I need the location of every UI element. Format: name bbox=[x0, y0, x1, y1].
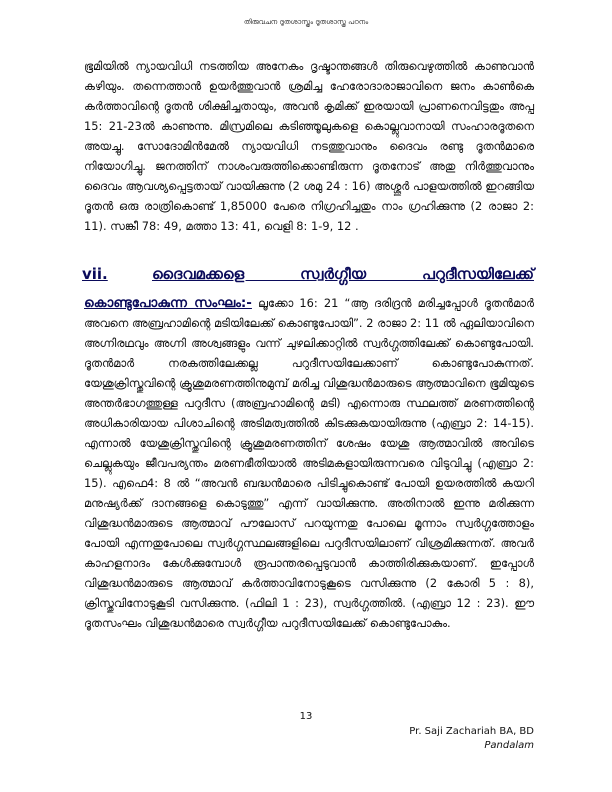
page-number: 13 bbox=[299, 711, 313, 722]
author-name: Pr. Saji Zachariah BA, BD bbox=[409, 726, 534, 737]
running-header: തിരുവചന ദൂതശാസ്ത്രം ദൂതശാസ്ത്ര പഠനം bbox=[243, 18, 369, 26]
paragraph-paradise-body: ലൂക്കോ 16: 21 “ആ ദരിദ്രൻ മരിച്ചപ്പോൾ ദൂതൻമാർ അവനെ അബ്രഹാമിന്റെ മടിയിലേക്ക് കൊണ്ടുപോയി”. 2 രാജാ 2: 11 ൽ ഏലിയാവിനെ അഗ്നിരഥവും അഗ്നി അശ്വങ്ങളും വന്ന് ചുഴലിക്കാറ്റിൽ സ്വർഗ്ഗത്തിലേക്ക് കൊണ്ടുപോയി. ദൂതൻമാർ നരകത്തിലേക്കല്ല പറുദീസയിലേക്കാണ് കൊണ്ടുപോകുന്നത്. യേശുക്രിസ്തുവിന്റെ ക്രൂശുമരണത്തിനുമുമ്പ് മരിച്ച വിശുദ്ധൻമാരുടെ ആത്മാവിനെ ഭൂമിയുടെ അന്തർഭാഗത്തുള്ള പറുദീസ (അബ്രഹാമിന്റെ മടി) എന്നൊരു സ്ഥലത്ത് മരണത്തിന്റെ അധികാരിയായ പിശാചിന്റെ അടിമത്വത്തിൽ കിടക്കുകയായിരുന്നു (എബ്രാ 2: 14-15). എന്നാൽ യേശുക്രിസ്തുവിന്റെ ക്രൂശുമരണത്തിന് ശേഷം യേശു ആത്മാവിൽ അവിടെ ചെല്ലുകയും ജീവപര്യന്തം മരണഭീതിയാൽ അടിമകളായിരുന്നവരെ വിടുവിച്ചു (എബ്രാ 2: 15). എഫെ4: 8 ൽ “അവൻ ബദ്ധൻമാരെ പിടിച്ചുകൊണ്ട് പോയി ഉയരത്തിൽ കയറി മനുഷ്യർക്ക് ദാനങ്ങളെ കൊടുത്തു” എന്ന് വായിക്കുന്നു. അതിനാൽ ഇന്നു മരിക്കുന്ന വിശുദ്ധൻമാരുടെ ആത്മാവ് പൗലോസ് പറയുന്നതു പോലെ മൂന്നാം സ്വർഗ്ഗത്തോളം പോയി എന്നതുപോലെ സ്വർഗ്ഗസ്ഥലങ്ങളിലെ പറുദീസയിലാണ് വിശ്രമിക്കുന്നത്. അവർ കാഹളനാദം കേൾക്കുമ്പോൾ രൂപാന്തരപ്പെടുവാൻ കാത്തിരിക്കുകയാണ്. ഇപ്പോൾ വിശുദ്ധൻമാരുടെ ആത്മാവ് കർത്താവിനോടുകൂടെ വസിക്കുന്നു (2 കോരി 5 : 8), ക്രിസ്തുവിനോടുകൂടി വസിക്കുന്നു. (ഫിലി 1 : 23), സ്വർഗ്ഗത്തിൽ. (എബ്രാ 12 : 23). ഈ ദൂതസംഘം വിശുദ്ധൻമാരെ സ്വർഗ്ഗീയ പറുദീസയിലേക്ക് കൊണ്ടുപോകും. bbox=[84, 296, 534, 630]
section-heading bbox=[82, 265, 534, 283]
paragraph-judgment: ഭൂമിയിൽ ന്യായവിധി നടത്തിയ അനേകം ദൃഷ്ടാന്തങ്ങൾ തിരുവെഴുത്തിൽ കാണുവാൻ കഴിയും. തന്നെത്താൻ ഉയർത്തുവാൻ ശ്രമിച്ച ഹേരോദാരാജാവിനെ ജനം കാൺകെ കർത്താവിന്റെ ദൂതൻ ശിക്ഷിച്ചതായും, അവൻ കൃമിക്ക് ഇരയായി പ്രാണനെവിട്ടതും അപ്പ 15: 21-23ൽ കാണുന്നു. മിസ്രമിലെ കടിഞ്ഞൂലുകളെ കൊല്ലുവാനായി സംഹാരദൂതനെ അയച്ചു. സോദോമിൻമേൽ ന്യായവിധി നടത്തുവാനും ദൈവം രണ്ടു ദൂതൻമാരെ നിയോഗിച്ചു. ജനത്തിന് നാശംവരുത്തിക്കൊണ്ടിരുന്ന ദൂതനോട് അതു നിർത്തുവാനും ദൈവം ആവശ്യപ്പെട്ടതായ് വായിക്കുന്നു (2 ശമു 24 : 16) അശ്ശൂർ പാളയത്തിൽ ഇറങ്ങിയ ദൂതൻ ഒരു രാത്രികൊണ്ട് 1,85000 പേരെ നിഗ്രഹിച്ചതും നാം ഗ്രഹിക്കുന്നു (2 രാജാ 2: 11). സങ്കീ 78: 49, മത്താ 13: 41, വെളി 8: 1-9, 12 . bbox=[84, 59, 534, 233]
author-block bbox=[409, 725, 534, 753]
subheading-lead: കൊണ്ടുപോകുന്ന സംഘം:- bbox=[84, 295, 252, 311]
section-title: ദൈവമക്കളെ സ്വർഗ്ഗീയ പറുദീസയിലേക്ക് bbox=[152, 265, 534, 283]
section-number: vii. bbox=[82, 265, 108, 283]
author-place: Pandalam bbox=[484, 740, 534, 751]
paragraph-paradise bbox=[84, 293, 534, 633]
